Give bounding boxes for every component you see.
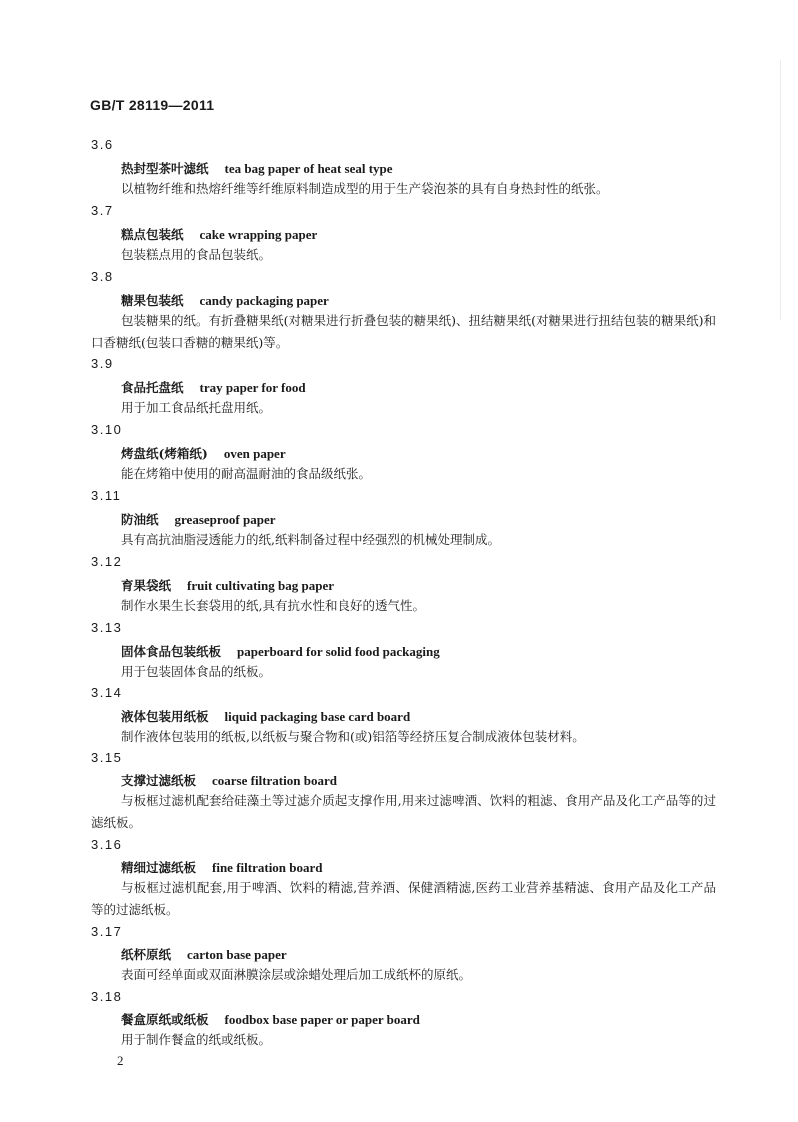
term-en: tea bag paper of heat seal type — [224, 161, 393, 176]
clause-number: 3.16 — [91, 837, 123, 852]
term-title — [121, 444, 286, 462]
term-zh: 育果袋纸 — [121, 578, 172, 593]
clause-number: 3.12 — [91, 554, 123, 569]
term-en: fruit cultivating bag paper — [187, 578, 334, 593]
term-en: carton base paper — [187, 947, 287, 962]
term-en: paperboard for solid food packaging — [237, 644, 440, 659]
term-definition: 能在烤箱中使用的耐高温耐油的食品级纸张。 — [121, 466, 372, 481]
term-en: liquid packaging base card board — [224, 709, 411, 724]
term-title — [121, 945, 287, 963]
term-zh: 支撑过滤纸板 — [121, 773, 197, 788]
term-definition: 包装糕点用的食品包装纸。 — [121, 247, 272, 262]
term-title — [121, 576, 334, 594]
term-definition: 用于加工食品纸托盘用纸。 — [121, 400, 272, 415]
term-en: oven paper — [223, 446, 286, 461]
term-zh: 烤盘纸(烤箱纸) — [121, 446, 208, 461]
page-number: 2 — [117, 1053, 124, 1068]
clause-number: 3.17 — [91, 924, 123, 939]
term-en: candy packaging paper — [199, 293, 329, 308]
clause-number: 3.9 — [91, 356, 114, 371]
term-definition: 制作水果生长套袋用的纸,具有抗水性和良好的透气性。 — [121, 598, 425, 613]
clause-number: 3.10 — [91, 422, 123, 437]
scan-edge-line — [780, 60, 781, 320]
clause-number: 3.18 — [91, 989, 123, 1004]
term-definition: 与板框过滤机配套给硅藻土等过滤介质起支撑作用,用来过滤啤酒、饮料的粗滤、食用产品及化工产品等的过滤纸板。 — [91, 793, 716, 830]
term-definition: 以植物纤维和热熔纤维等纤维原料制造成型的用于生产袋泡茶的具有自身热封性的纸张。 — [121, 181, 609, 196]
term-en: tray paper for food — [199, 380, 306, 395]
term-definition: 表面可经单面或双面淋膜涂层或涂蜡处理后加工成纸杯的原纸。 — [121, 967, 472, 982]
term-zh: 精细过滤纸板 — [121, 860, 197, 875]
standard-code-header: GB/T 28119—2011 — [90, 97, 215, 113]
term-en: foodbox base paper or paper board — [224, 1012, 420, 1027]
term-zh: 纸杯原纸 — [121, 947, 172, 962]
term-definition: 用于包装固体食品的纸板。 — [121, 664, 272, 679]
term-zh: 糕点包装纸 — [121, 227, 184, 242]
term-zh: 热封型茶叶滤纸 — [121, 161, 209, 176]
term-en: coarse filtration board — [212, 773, 337, 788]
term-en: greaseproof paper — [174, 512, 276, 527]
term-zh: 食品托盘纸 — [121, 380, 184, 395]
clause-number: 3.8 — [91, 269, 114, 284]
term-title — [121, 159, 393, 177]
term-title — [121, 858, 323, 876]
term-definition: 具有高抗油脂浸透能力的纸,纸料制备过程中经强烈的机械处理制成。 — [121, 532, 500, 547]
clause-number: 3.15 — [91, 750, 123, 765]
clause-number: 3.7 — [91, 203, 114, 218]
term-title — [121, 1010, 420, 1028]
term-en: fine filtration board — [212, 860, 323, 875]
term-title — [121, 642, 440, 660]
clause-number: 3.6 — [91, 137, 114, 152]
term-title — [121, 378, 306, 396]
term-zh: 固体食品包装纸板 — [121, 644, 222, 659]
term-title — [121, 771, 337, 789]
term-title — [121, 510, 276, 528]
term-title — [121, 225, 317, 243]
term-definition: 与板框过滤机配套,用于啤酒、饮料的精滤,营养酒、保健酒精滤,医药工业营养基精滤、食用产品及化工产品等的过滤纸板。 — [91, 880, 716, 917]
clause-number: 3.14 — [91, 685, 123, 700]
term-definition: 用于制作餐盒的纸或纸板。 — [121, 1032, 272, 1047]
term-zh: 防油纸 — [121, 512, 159, 527]
term-title — [121, 707, 410, 725]
clause-number: 3.13 — [91, 620, 123, 635]
clause-number: 3.11 — [91, 488, 122, 503]
term-en: cake wrapping paper — [199, 227, 318, 242]
term-definition: 制作液体包装用的纸板,以纸板与聚合物和(或)铝箔等经挤压复合制成液体包装材料。 — [121, 729, 585, 744]
term-definition: 包装糖果的纸。有折叠糖果纸(对糖果进行折叠包装的糖果纸)、扭结糖果纸(对糖果进行扭结包装的糖果纸)和口香糖纸(包装口香糖的糖果纸)等。 — [91, 313, 716, 350]
term-zh: 糖果包装纸 — [121, 293, 184, 308]
term-zh: 液体包装用纸板 — [121, 709, 209, 724]
term-zh: 餐盒原纸或纸板 — [121, 1012, 209, 1027]
term-title — [121, 291, 329, 309]
